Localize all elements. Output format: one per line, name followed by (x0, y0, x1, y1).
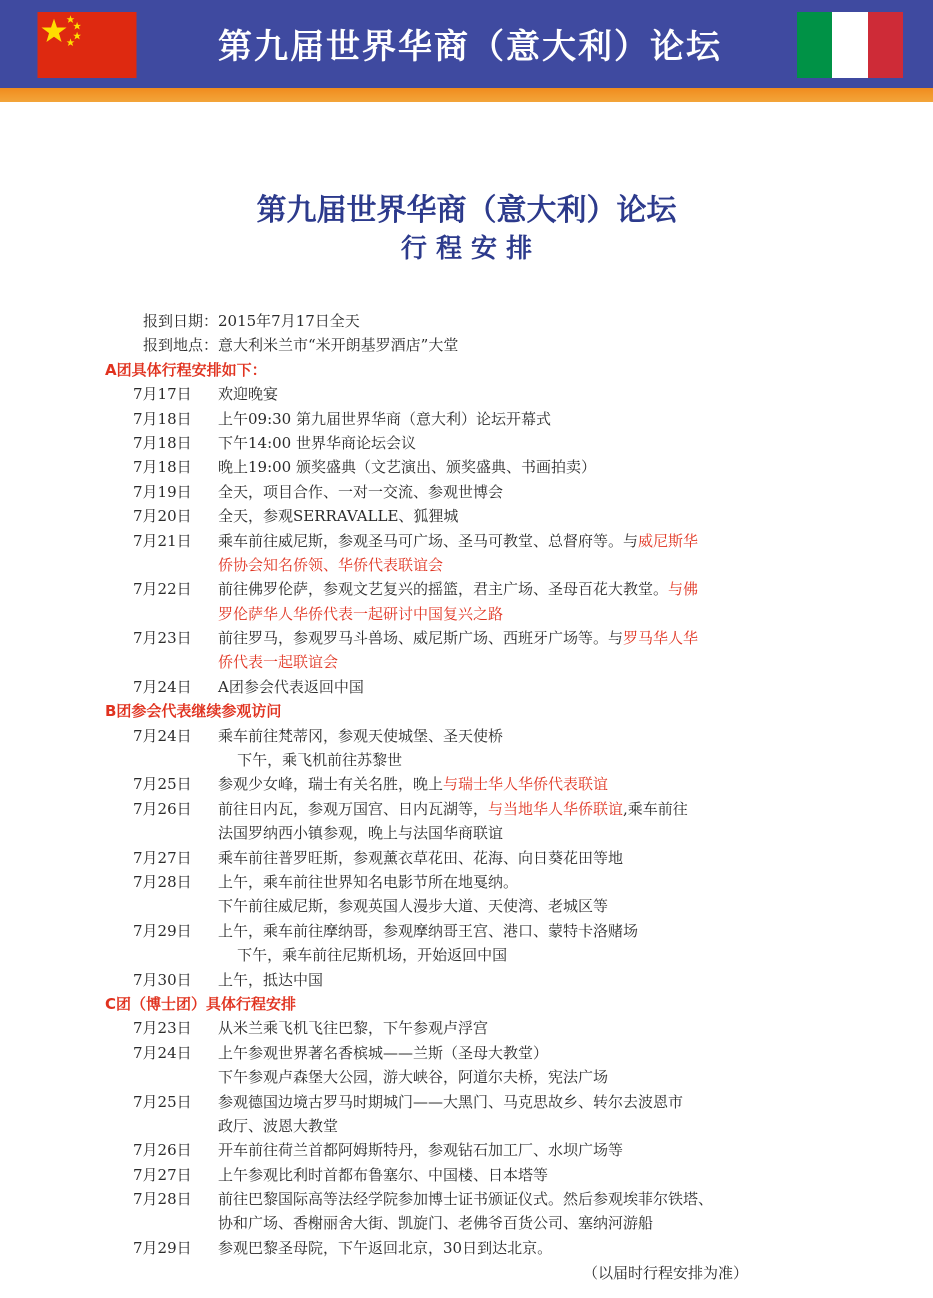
itinerary-date: 7月24日 (133, 1043, 192, 1062)
itinerary-row (0, 529, 933, 553)
itinerary-date: 7月29日 (133, 921, 192, 940)
itinerary-text (218, 1163, 548, 1187)
itinerary-text (218, 407, 551, 431)
itinerary-text-main: 开车前往荷兰首都阿姆斯特丹，参观钻石加工厂、水坝广场等 (218, 1141, 624, 1160)
itinerary-date: 7月24日 (133, 726, 192, 745)
itinerary-row (0, 382, 933, 406)
itinerary-row (0, 431, 933, 455)
itinerary-date: 7月19日 (133, 482, 192, 501)
itinerary-text-tail: ,乘车前往 (623, 799, 688, 818)
itinerary-row (0, 1065, 933, 1089)
itinerary-row (0, 553, 933, 577)
itinerary-row (0, 1041, 933, 1065)
report-place: 报到地点：意大利米兰市“米开朗基罗酒店”大堂 (143, 336, 459, 355)
itinerary-text (218, 1016, 488, 1040)
itinerary-row (0, 577, 933, 601)
itinerary-text (218, 724, 503, 748)
itinerary-row (0, 650, 933, 674)
itinerary-continuation: 下午，乘车前往尼斯机场，开始返回中国 (218, 946, 508, 965)
itinerary-date: 7月21日 (133, 531, 192, 550)
itinerary-row (0, 821, 933, 845)
itinerary-date: 7月26日 (133, 1141, 192, 1160)
itinerary-row (0, 797, 933, 821)
itinerary-text (218, 675, 364, 699)
itinerary-continuation: 侨协会知名侨领、华侨代表联谊会 (218, 555, 444, 574)
itinerary-text (218, 1138, 623, 1162)
itinerary-text-main: 上午，抵达中国 (218, 970, 324, 989)
itinerary-text (218, 480, 503, 504)
itinerary-row (0, 772, 933, 796)
itinerary-text-highlight: 威尼斯华 (638, 531, 699, 550)
itinerary-continuation: 协和广场、香榭丽舍大街、凯旋门、老佛爷百货公司、塞纳河游船 (218, 1214, 654, 1233)
itinerary-text-main: 前往佛罗伦萨，参观文艺复兴的摇篮，君主广场、圣母百花大教堂。 (218, 580, 669, 599)
page-title: 第九届世界华商（意大利）论坛 (256, 193, 677, 228)
itinerary-continuation: 下午前往威尼斯，参观英国人漫步大道、天使湾、老城区等 (218, 897, 609, 916)
itinerary-text (218, 919, 638, 943)
itinerary-text-main: 从米兰乘飞机飞往巴黎，下午参观卢浮宫 (218, 1019, 489, 1038)
itinerary-text-main: 欢迎晚宴 (218, 385, 279, 404)
itinerary-text-main: 参观少女峰，瑞士有关名胜，晚上 (218, 775, 444, 794)
itinerary-row (0, 626, 933, 650)
itinerary-text-main: 参观德国边境古罗马时期城门——大黑门、马克思故乡、转尔去波恩市 (218, 1092, 684, 1111)
itinerary-a-list (0, 382, 933, 699)
itinerary-continuation: 政厅、波恩大教堂 (218, 1116, 339, 1135)
footnote: （以届时行程安排为准） (583, 1264, 749, 1282)
itinerary-date: 7月25日 (133, 775, 192, 794)
itinerary-text-main: 全天，参观SERRAVALLE、狐狸城 (218, 507, 459, 526)
itinerary-b-list (0, 724, 933, 992)
itinerary-text-main: 上午09:30 第九届世界华商（意大利）论坛开幕式 (218, 409, 551, 428)
itinerary-text (218, 1187, 713, 1211)
itinerary-row (0, 943, 933, 967)
itinerary-row (0, 1114, 933, 1138)
itinerary-row (0, 894, 933, 918)
itinerary-date: 7月25日 (133, 1092, 192, 1111)
italy-flag-icon (797, 12, 903, 78)
report-date: 报到日期：2015年7月17日全天 (143, 312, 360, 330)
itinerary-date: 7月28日 (133, 1190, 192, 1209)
itinerary-content (0, 309, 933, 1260)
itinerary-date: 7月23日 (133, 1019, 192, 1038)
itinerary-text-main: 参观巴黎圣母院，下午返回北京，30日到达北京。 (218, 1238, 553, 1257)
itinerary-text (218, 529, 698, 553)
itinerary-row (0, 1163, 933, 1187)
itinerary-text (218, 1041, 548, 1065)
itinerary-date: 7月30日 (133, 970, 192, 989)
itinerary-date: 7月22日 (133, 580, 192, 599)
itinerary-text (218, 772, 608, 796)
itinerary-row (0, 919, 933, 943)
itinerary-row (0, 870, 933, 894)
itinerary-date: 7月20日 (133, 507, 192, 526)
itinerary-continuation: 罗伦萨华人华侨代表一起研讨中国复兴之路 (218, 604, 504, 623)
itinerary-row (0, 1016, 933, 1040)
itinerary-text-highlight: 与当地华人华侨联谊 (488, 799, 624, 818)
itinerary-date: 7月29日 (133, 1238, 192, 1257)
itinerary-date: 7月27日 (133, 1165, 192, 1184)
itinerary-date: 7月18日 (133, 458, 192, 477)
itinerary-row (0, 675, 933, 699)
itinerary-text (218, 1236, 552, 1260)
itinerary-text-main: 乘车前往梵蒂冈，参观天使城堡、圣天使桥 (218, 726, 504, 745)
itinerary-continuation: 侨代表一起联谊会 (218, 653, 339, 672)
section-b-heading: B团参会代表继续参观访问 (105, 702, 282, 721)
itinerary-date: 7月24日 (133, 677, 192, 696)
banner-title: 第九届世界华商（意大利）论坛 (218, 27, 722, 67)
itinerary-text-main: 下午14:00 世界华商论坛会议 (218, 433, 416, 452)
itinerary-text-main: 上午，乘车前往摩纳哥，参观摩纳哥王宫、港口、蒙特卡洛赌场 (218, 921, 639, 940)
itinerary-continuation: 法国罗纳西小镇参观，晚上与法国华商联谊 (218, 824, 504, 843)
itinerary-text-main: 前往巴黎国际高等法经学院参加博士证书颁证仪式。然后参观埃菲尔铁塔、 (218, 1190, 714, 1209)
itinerary-text (218, 846, 623, 870)
itinerary-row (0, 846, 933, 870)
itinerary-text-main: 晚上19:00 颁奖盛典（文艺演出、颁奖盛典、书画拍卖） (218, 458, 596, 477)
itinerary-c-list (0, 1016, 933, 1260)
itinerary-text-main: 乘车前往威尼斯，参观圣马可广场、圣马可教堂、总督府等。与 (218, 531, 639, 550)
itinerary-text (218, 1090, 683, 1114)
itinerary-text-main: 上午参观比利时首都布鲁塞尔、中国楼、日本塔等 (218, 1165, 549, 1184)
itinerary-text-main: 上午，乘车前往世界知名电影节所在地戛纳。 (218, 872, 519, 891)
itinerary-text-main: 全天，项目合作、一对一交流、参观世博会 (218, 482, 504, 501)
section-c-heading: C团（博士团）具体行程安排 (105, 994, 297, 1013)
china-flag-icon (34, 12, 140, 78)
itinerary-date: 7月27日 (133, 848, 192, 867)
itinerary-date: 7月18日 (133, 409, 192, 428)
itinerary-text (218, 968, 323, 992)
itinerary-date: 7月26日 (133, 799, 192, 818)
itinerary-text (218, 797, 688, 821)
itinerary-continuation: 下午参观卢森堡大公园，游大峡谷，阿道尔夫桥，宪法广场 (218, 1068, 609, 1087)
itinerary-row (0, 455, 933, 479)
itinerary-continuation: 下午，乘飞机前往苏黎世 (218, 751, 403, 770)
itinerary-row (0, 480, 933, 504)
page-subtitle: 行 程 安 排 (400, 234, 533, 264)
itinerary-text-highlight: 罗马华人华 (623, 629, 699, 648)
itinerary-text-main: A团参会代表返回中国 (218, 677, 364, 696)
itinerary-row (0, 1090, 933, 1114)
itinerary-row (0, 602, 933, 626)
itinerary-row (0, 1236, 933, 1260)
itinerary-date: 7月23日 (133, 629, 192, 648)
itinerary-text (218, 870, 518, 894)
header-stripe (0, 88, 933, 102)
itinerary-row (0, 724, 933, 748)
itinerary-text-highlight: 与瑞士华人华侨代表联谊 (443, 775, 609, 794)
itinerary-date: 7月17日 (133, 385, 192, 404)
itinerary-row (0, 968, 933, 992)
itinerary-text-highlight: 与佛 (668, 580, 699, 599)
itinerary-text (218, 577, 698, 601)
itinerary-row (0, 504, 933, 528)
itinerary-row (0, 1187, 933, 1211)
itinerary-row (0, 1138, 933, 1162)
itinerary-text-main: 前往罗马，参观罗马斗兽场、威尼斯广场、西班牙广场等。与 (218, 629, 624, 648)
itinerary-date: 7月18日 (133, 433, 192, 452)
itinerary-text (218, 504, 458, 528)
itinerary-date: 7月28日 (133, 872, 192, 891)
itinerary-text-main: 上午参观世界著名香槟城——兰斯（圣母大教堂） (218, 1043, 549, 1062)
section-a-heading: A团具体行程安排如下： (105, 360, 267, 379)
itinerary-text (218, 626, 698, 650)
itinerary-text (218, 455, 596, 479)
itinerary-text (218, 431, 416, 455)
itinerary-row (0, 407, 933, 431)
itinerary-text (218, 382, 278, 406)
itinerary-text-main: 前往日内瓦，参观万国宫、日内瓦湖等， (218, 799, 489, 818)
itinerary-row (0, 748, 933, 772)
itinerary-text-main: 乘车前往普罗旺斯，参观薰衣草花田、花海、向日葵花田等地 (218, 848, 624, 867)
itinerary-row (0, 1211, 933, 1235)
